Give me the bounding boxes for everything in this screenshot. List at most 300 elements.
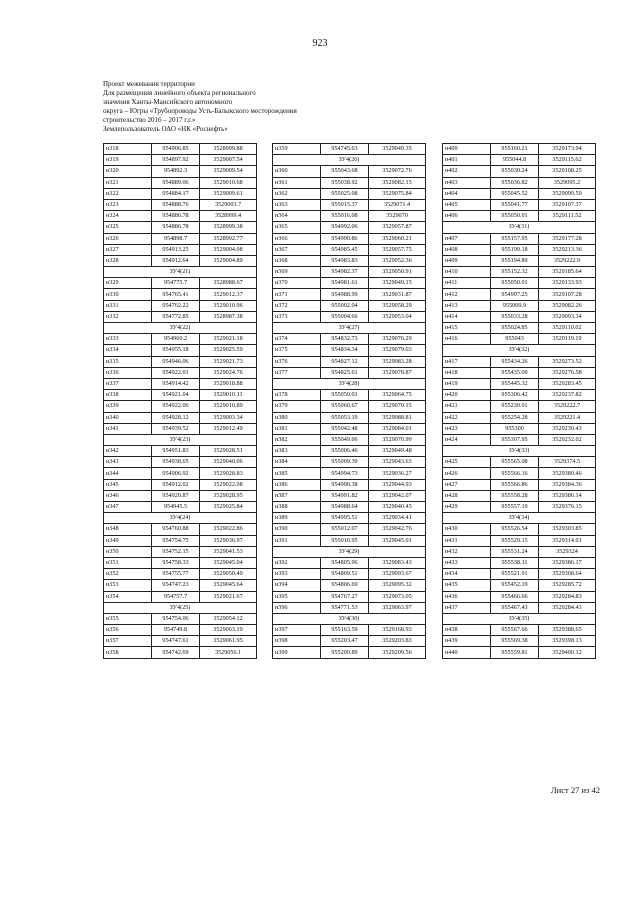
x-coordinate: 955538.11 bbox=[491, 557, 539, 568]
point-id: н376 bbox=[273, 356, 321, 367]
y-coordinate: 3529050.91 bbox=[369, 267, 426, 278]
point-id: н388 bbox=[273, 502, 321, 513]
point-id: н378 bbox=[273, 390, 321, 401]
y-coordinate: 3529050.49 bbox=[200, 569, 257, 580]
point-id: н409 bbox=[443, 255, 491, 266]
y-coordinate: 3529222.9 bbox=[539, 255, 596, 266]
point-id: н332 bbox=[104, 311, 152, 322]
point-id: н325 bbox=[104, 222, 152, 233]
y-coordinate: 3529060.21 bbox=[369, 233, 426, 244]
point-id: н379 bbox=[273, 401, 321, 412]
parcel-label: ЗУ4(31) bbox=[443, 222, 596, 233]
parcel-label: ЗУ4(25) bbox=[104, 602, 257, 613]
table-row bbox=[273, 255, 426, 266]
point-id: н380 bbox=[273, 412, 321, 423]
y-coordinate: 3529314.01 bbox=[539, 535, 596, 546]
point-id: н422 bbox=[443, 412, 491, 423]
x-coordinate: 955043.68 bbox=[321, 166, 369, 177]
x-coordinate: 954992.06 bbox=[321, 222, 369, 233]
y-coordinate: 3529025.59 bbox=[200, 345, 257, 356]
y-coordinate: 3529042.07 bbox=[369, 490, 426, 501]
point-id: н351 bbox=[104, 557, 152, 568]
point-id: н385 bbox=[273, 468, 321, 479]
point-id: н424 bbox=[443, 434, 491, 445]
table-row bbox=[273, 244, 426, 255]
header-line: округа – Югры «Трубопроводы Усть-Балыкского месторождения bbox=[103, 107, 297, 115]
table-row bbox=[104, 222, 257, 233]
table-row bbox=[273, 144, 426, 155]
table-row bbox=[273, 625, 426, 636]
table-row bbox=[443, 412, 596, 423]
table-row bbox=[273, 401, 426, 412]
point-id: н319 bbox=[104, 155, 152, 166]
table-row bbox=[104, 423, 257, 434]
y-coordinate: 3529012.49 bbox=[200, 423, 257, 434]
table-row bbox=[104, 502, 257, 513]
x-coordinate: 954762.22 bbox=[152, 300, 200, 311]
parcel-label: ЗУ4(34) bbox=[443, 513, 596, 524]
x-coordinate: 955036.82 bbox=[491, 177, 539, 188]
parcel-header-row bbox=[443, 613, 596, 624]
table-row bbox=[443, 434, 596, 445]
y-coordinate: 3529111.52 bbox=[539, 211, 596, 222]
y-coordinate: 3529076.29 bbox=[369, 334, 426, 345]
x-coordinate: 954834.34 bbox=[321, 345, 369, 356]
point-id: н374 bbox=[273, 334, 321, 345]
y-coordinate: 3529283.45 bbox=[539, 378, 596, 389]
x-coordinate: 955041.77 bbox=[491, 199, 539, 210]
y-coordinate: 3529028.95 bbox=[200, 490, 257, 501]
y-coordinate: 3529203.83 bbox=[369, 636, 426, 647]
table-row bbox=[104, 289, 257, 300]
table-row bbox=[443, 569, 596, 580]
y-coordinate: 3529095.2 bbox=[539, 177, 596, 188]
point-id: н346 bbox=[104, 490, 152, 501]
y-coordinate: 3529010.96 bbox=[200, 300, 257, 311]
table-row bbox=[443, 580, 596, 591]
x-coordinate: 954771.53 bbox=[321, 602, 369, 613]
parcel-label: ЗУ4(35) bbox=[443, 613, 596, 624]
y-coordinate: 3529070.15 bbox=[369, 401, 426, 412]
point-id: н425 bbox=[443, 457, 491, 468]
y-coordinate: 3529004.89 bbox=[200, 255, 257, 266]
table-row bbox=[443, 524, 596, 535]
table-row bbox=[104, 636, 257, 647]
x-coordinate: 955050.01 bbox=[321, 390, 369, 401]
table-row bbox=[104, 613, 257, 624]
x-coordinate: 955009.39 bbox=[321, 457, 369, 468]
table-row bbox=[273, 278, 426, 289]
y-coordinate: 3529007.54 bbox=[200, 155, 257, 166]
y-coordinate: 3529004.08 bbox=[200, 244, 257, 255]
table-row bbox=[104, 255, 257, 266]
point-id: н410 bbox=[443, 267, 491, 278]
x-coordinate: 955566.86 bbox=[491, 479, 539, 490]
table-row bbox=[443, 591, 596, 602]
x-coordinate: 954997.25 bbox=[491, 289, 539, 300]
point-id: н436 bbox=[443, 591, 491, 602]
point-id: н371 bbox=[273, 289, 321, 300]
point-id: н362 bbox=[273, 188, 321, 199]
x-coordinate: 955033.28 bbox=[491, 311, 539, 322]
y-coordinate: 3529022.86 bbox=[200, 524, 257, 535]
point-id: н327 bbox=[104, 244, 152, 255]
y-coordinate: 3529284.83 bbox=[539, 591, 596, 602]
table-row bbox=[443, 311, 596, 322]
y-coordinate: 3529010.11 bbox=[200, 390, 257, 401]
table-row bbox=[273, 524, 426, 535]
table-row bbox=[443, 557, 596, 568]
point-id: н413 bbox=[443, 300, 491, 311]
y-coordinate: 3529221.4 bbox=[539, 412, 596, 423]
table-row bbox=[104, 334, 257, 345]
y-coordinate: 3529034.41 bbox=[369, 513, 426, 524]
point-id: н318 bbox=[104, 144, 152, 155]
parcel-label: ЗУ4(33) bbox=[443, 446, 596, 457]
y-coordinate: 3529107.37 bbox=[539, 199, 596, 210]
table-row bbox=[104, 166, 257, 177]
point-id: н329 bbox=[104, 278, 152, 289]
point-id: н390 bbox=[273, 524, 321, 535]
table-row bbox=[104, 188, 257, 199]
y-coordinate: 3529107.28 bbox=[539, 289, 596, 300]
x-coordinate: 955152.32 bbox=[491, 267, 539, 278]
y-coordinate: 3529061.95 bbox=[200, 636, 257, 647]
table-row bbox=[443, 211, 596, 222]
point-id: н429 bbox=[443, 502, 491, 513]
x-coordinate: 954884.17 bbox=[152, 188, 200, 199]
point-id: н355 bbox=[104, 613, 152, 624]
point-id: н397 bbox=[273, 625, 321, 636]
point-id: н418 bbox=[443, 367, 491, 378]
y-coordinate: 3529083.28 bbox=[369, 356, 426, 367]
table-row bbox=[273, 602, 426, 613]
parcel-header-row bbox=[104, 513, 257, 524]
coordinates-table-3 bbox=[442, 143, 596, 659]
table-row bbox=[273, 267, 426, 278]
table-row bbox=[273, 490, 426, 501]
x-coordinate: 955025.08 bbox=[321, 188, 369, 199]
y-coordinate: 3529045.04 bbox=[200, 557, 257, 568]
point-id: н347 bbox=[104, 502, 152, 513]
point-id: н360 bbox=[273, 166, 321, 177]
point-id: н411 bbox=[443, 278, 491, 289]
x-coordinate: 954805.96 bbox=[321, 557, 369, 568]
table-row bbox=[104, 490, 257, 501]
x-coordinate: 955157.95 bbox=[491, 233, 539, 244]
x-coordinate: 954767.27 bbox=[321, 591, 369, 602]
point-id: н407 bbox=[443, 233, 491, 244]
point-id: н440 bbox=[443, 647, 491, 658]
point-id: н427 bbox=[443, 479, 491, 490]
y-coordinate: 3529386.14 bbox=[539, 490, 596, 501]
x-coordinate: 954906.85 bbox=[152, 144, 200, 155]
table-row bbox=[443, 233, 596, 244]
y-coordinate: 3529049.15 bbox=[369, 278, 426, 289]
x-coordinate: 955043 bbox=[491, 334, 539, 345]
table-row bbox=[273, 434, 426, 445]
x-coordinate: 955445.32 bbox=[491, 378, 539, 389]
x-coordinate: 954745.63 bbox=[321, 144, 369, 155]
table-row bbox=[443, 546, 596, 557]
table-row bbox=[443, 323, 596, 334]
y-coordinate: 3529082.15 bbox=[369, 177, 426, 188]
point-id: н415 bbox=[443, 323, 491, 334]
table-row bbox=[104, 625, 257, 636]
x-coordinate: 955015.37 bbox=[321, 199, 369, 210]
y-coordinate: 3529230.43 bbox=[539, 423, 596, 434]
point-id: н399 bbox=[273, 647, 321, 658]
y-coordinate: 3529040.45 bbox=[369, 502, 426, 513]
point-id: н373 bbox=[273, 311, 321, 322]
y-coordinate: 3529072.76 bbox=[369, 166, 426, 177]
x-coordinate: 954752.15 bbox=[152, 546, 200, 557]
y-coordinate: 3529273.52 bbox=[539, 356, 596, 367]
x-coordinate: 954913.25 bbox=[152, 244, 200, 255]
table-row bbox=[104, 524, 257, 535]
point-id: н343 bbox=[104, 457, 152, 468]
y-coordinate: 3529024.76 bbox=[200, 367, 257, 378]
table-row bbox=[443, 177, 596, 188]
point-id: н336 bbox=[104, 367, 152, 378]
point-id: н416 bbox=[443, 334, 491, 345]
table-row bbox=[104, 535, 257, 546]
point-id: н375 bbox=[273, 345, 321, 356]
point-id: н426 bbox=[443, 468, 491, 479]
y-coordinate: 3528987.38 bbox=[200, 311, 257, 322]
parcel-label: ЗУ4(22) bbox=[104, 323, 257, 334]
y-coordinate: 3529324 bbox=[539, 546, 596, 557]
table-row bbox=[273, 356, 426, 367]
point-id: н366 bbox=[273, 233, 321, 244]
x-coordinate: 955307.95 bbox=[491, 434, 539, 445]
table-row bbox=[273, 647, 426, 658]
point-id: н408 bbox=[443, 244, 491, 255]
x-coordinate: 954906.92 bbox=[152, 468, 200, 479]
x-coordinate: 954912.02 bbox=[152, 479, 200, 490]
x-coordinate: 955466.66 bbox=[491, 591, 539, 602]
x-coordinate: 955557.19 bbox=[491, 502, 539, 513]
table-row bbox=[443, 199, 596, 210]
parcel-header-row bbox=[273, 546, 426, 557]
y-coordinate: 3529009.54 bbox=[200, 166, 257, 177]
parcel-label: ЗУ4(26) bbox=[273, 155, 426, 166]
x-coordinate: 955565.08 bbox=[491, 457, 539, 468]
y-coordinate: 3529093.67 bbox=[369, 569, 426, 580]
point-id: н363 bbox=[273, 199, 321, 210]
y-coordinate: 3529398.13 bbox=[539, 636, 596, 647]
y-coordinate: 3529400.12 bbox=[539, 647, 596, 658]
table-row bbox=[443, 401, 596, 412]
parcel-label: ЗУ4(27) bbox=[273, 323, 426, 334]
table-row bbox=[104, 345, 257, 356]
table-row bbox=[443, 188, 596, 199]
y-coordinate: 3529052.36 bbox=[369, 255, 426, 266]
parcel-header-row bbox=[443, 345, 596, 356]
y-coordinate: 3529303.85 bbox=[539, 524, 596, 535]
table-row bbox=[273, 412, 426, 423]
point-id: н403 bbox=[443, 177, 491, 188]
table-row bbox=[273, 390, 426, 401]
table-row bbox=[104, 177, 257, 188]
table-row bbox=[443, 244, 596, 255]
y-coordinate: 3529384.36 bbox=[539, 479, 596, 490]
x-coordinate: 955452.19 bbox=[491, 580, 539, 591]
y-coordinate: 3528992.77 bbox=[200, 233, 257, 244]
y-coordinate: 3529044.93 bbox=[369, 479, 426, 490]
point-id: н384 bbox=[273, 457, 321, 468]
x-coordinate: 955203.47 bbox=[321, 636, 369, 647]
point-id: н344 bbox=[104, 468, 152, 479]
x-coordinate: 955567.66 bbox=[491, 625, 539, 636]
x-coordinate: 954832.73 bbox=[321, 334, 369, 345]
y-coordinate: 3529209.56 bbox=[369, 647, 426, 658]
table-row bbox=[273, 569, 426, 580]
point-id: н324 bbox=[104, 211, 152, 222]
x-coordinate: 954742.69 bbox=[152, 647, 200, 658]
y-coordinate: 3529222.7 bbox=[539, 401, 596, 412]
y-coordinate: 3529040.06 bbox=[200, 457, 257, 468]
point-id: н340 bbox=[104, 412, 152, 423]
point-id: н333 bbox=[104, 334, 152, 345]
table-row bbox=[273, 502, 426, 513]
x-coordinate: 955467.43 bbox=[491, 602, 539, 613]
y-coordinate: 3529049.35 bbox=[369, 144, 426, 155]
table-row bbox=[104, 457, 257, 468]
y-coordinate: 3529041.53 bbox=[200, 546, 257, 557]
y-coordinate: 3529119.19 bbox=[539, 334, 596, 345]
y-coordinate: 3529043.63 bbox=[369, 457, 426, 468]
table-row bbox=[104, 647, 257, 658]
y-coordinate: 3529045.01 bbox=[369, 535, 426, 546]
x-coordinate: 954988.99 bbox=[321, 289, 369, 300]
y-coordinate: 3529036.27 bbox=[369, 468, 426, 479]
point-id: н434 bbox=[443, 569, 491, 580]
point-id: н338 bbox=[104, 390, 152, 401]
x-coordinate: 955030.24 bbox=[491, 166, 539, 177]
table-row bbox=[273, 188, 426, 199]
y-coordinate: 3529380.46 bbox=[539, 468, 596, 479]
table-row bbox=[273, 457, 426, 468]
y-coordinate: 3529084.01 bbox=[369, 423, 426, 434]
table-row bbox=[443, 367, 596, 378]
y-coordinate: 3529376.15 bbox=[539, 502, 596, 513]
table-row bbox=[443, 636, 596, 647]
y-coordinate: 3529083.43 bbox=[369, 557, 426, 568]
y-coordinate: 3528999.38 bbox=[200, 222, 257, 233]
point-id: н328 bbox=[104, 255, 152, 266]
table-row bbox=[443, 423, 596, 434]
point-id: н400 bbox=[443, 144, 491, 155]
y-coordinate: 3528988.67 bbox=[200, 278, 257, 289]
x-coordinate: 955010.95 bbox=[321, 535, 369, 546]
point-id: н353 bbox=[104, 580, 152, 591]
point-id: н358 bbox=[104, 647, 152, 658]
y-coordinate: 3529276.58 bbox=[539, 367, 596, 378]
table-row bbox=[104, 155, 257, 166]
x-coordinate: 954889.06 bbox=[152, 177, 200, 188]
x-coordinate: 955254.28 bbox=[491, 412, 539, 423]
point-id: н381 bbox=[273, 423, 321, 434]
table-row bbox=[273, 636, 426, 647]
y-coordinate: 3529057.87 bbox=[369, 222, 426, 233]
x-coordinate: 954922.01 bbox=[152, 367, 200, 378]
point-id: н394 bbox=[273, 580, 321, 591]
y-coordinate: 3529108.25 bbox=[539, 166, 596, 177]
y-coordinate: 3528999.4 bbox=[200, 211, 257, 222]
point-id: н428 bbox=[443, 490, 491, 501]
x-coordinate: 954912.64 bbox=[152, 255, 200, 266]
point-id: н365 bbox=[273, 222, 321, 233]
point-id: н392 bbox=[273, 557, 321, 568]
table-row bbox=[104, 311, 257, 322]
table-row bbox=[104, 367, 257, 378]
x-coordinate: 954760.88 bbox=[152, 524, 200, 535]
table-row bbox=[443, 278, 596, 289]
x-coordinate: 955531.24 bbox=[491, 546, 539, 557]
table-row bbox=[273, 423, 426, 434]
y-coordinate: 3529095.32 bbox=[369, 580, 426, 591]
point-id: н341 bbox=[104, 423, 152, 434]
table-row bbox=[104, 401, 257, 412]
parcel-label: ЗУ4(23) bbox=[104, 434, 257, 445]
y-coordinate: 3529036.97 bbox=[200, 535, 257, 546]
y-coordinate: 3529010.89 bbox=[200, 401, 257, 412]
point-id: н419 bbox=[443, 378, 491, 389]
x-coordinate: 954928.12 bbox=[152, 412, 200, 423]
table-row bbox=[273, 222, 426, 233]
parcel-label: ЗУ4(32) bbox=[443, 345, 596, 356]
y-coordinate: 3529028.83 bbox=[200, 468, 257, 479]
x-coordinate: 955566.16 bbox=[491, 468, 539, 479]
y-coordinate: 3529177.28 bbox=[539, 233, 596, 244]
y-coordinate: 3529115.62 bbox=[539, 155, 596, 166]
x-coordinate: 954772.85 bbox=[152, 311, 200, 322]
table-row bbox=[104, 412, 257, 423]
y-coordinate: 3529053.04 bbox=[369, 311, 426, 322]
y-coordinate: 3529099.59 bbox=[539, 188, 596, 199]
table-row bbox=[104, 199, 257, 210]
x-coordinate: 954757.7 bbox=[152, 591, 200, 602]
point-id: н367 bbox=[273, 244, 321, 255]
x-coordinate: 955230.01 bbox=[491, 401, 539, 412]
table-row bbox=[443, 155, 596, 166]
x-coordinate: 955558.28 bbox=[491, 490, 539, 501]
x-coordinate: 955004.66 bbox=[321, 311, 369, 322]
table-row bbox=[273, 580, 426, 591]
table-row bbox=[273, 535, 426, 546]
y-coordinate: 3529308.64 bbox=[539, 569, 596, 580]
table-row bbox=[273, 345, 426, 356]
parcel-header-row bbox=[104, 602, 257, 613]
x-coordinate: 954886.78 bbox=[152, 222, 200, 233]
table-row bbox=[273, 311, 426, 322]
point-id: н377 bbox=[273, 367, 321, 378]
table-row bbox=[443, 289, 596, 300]
table-row bbox=[273, 468, 426, 479]
y-coordinate: 3529073.05 bbox=[369, 591, 426, 602]
x-coordinate: 954920.87 bbox=[152, 490, 200, 501]
point-id: н432 bbox=[443, 546, 491, 557]
table-row bbox=[104, 546, 257, 557]
point-id: н345 bbox=[104, 479, 152, 490]
table-row bbox=[273, 367, 426, 378]
point-id: н430 bbox=[443, 524, 491, 535]
y-coordinate: 3529070 bbox=[369, 211, 426, 222]
point-id: н438 bbox=[443, 625, 491, 636]
parcel-header-row bbox=[104, 267, 257, 278]
x-coordinate: 955526.54 bbox=[491, 524, 539, 535]
